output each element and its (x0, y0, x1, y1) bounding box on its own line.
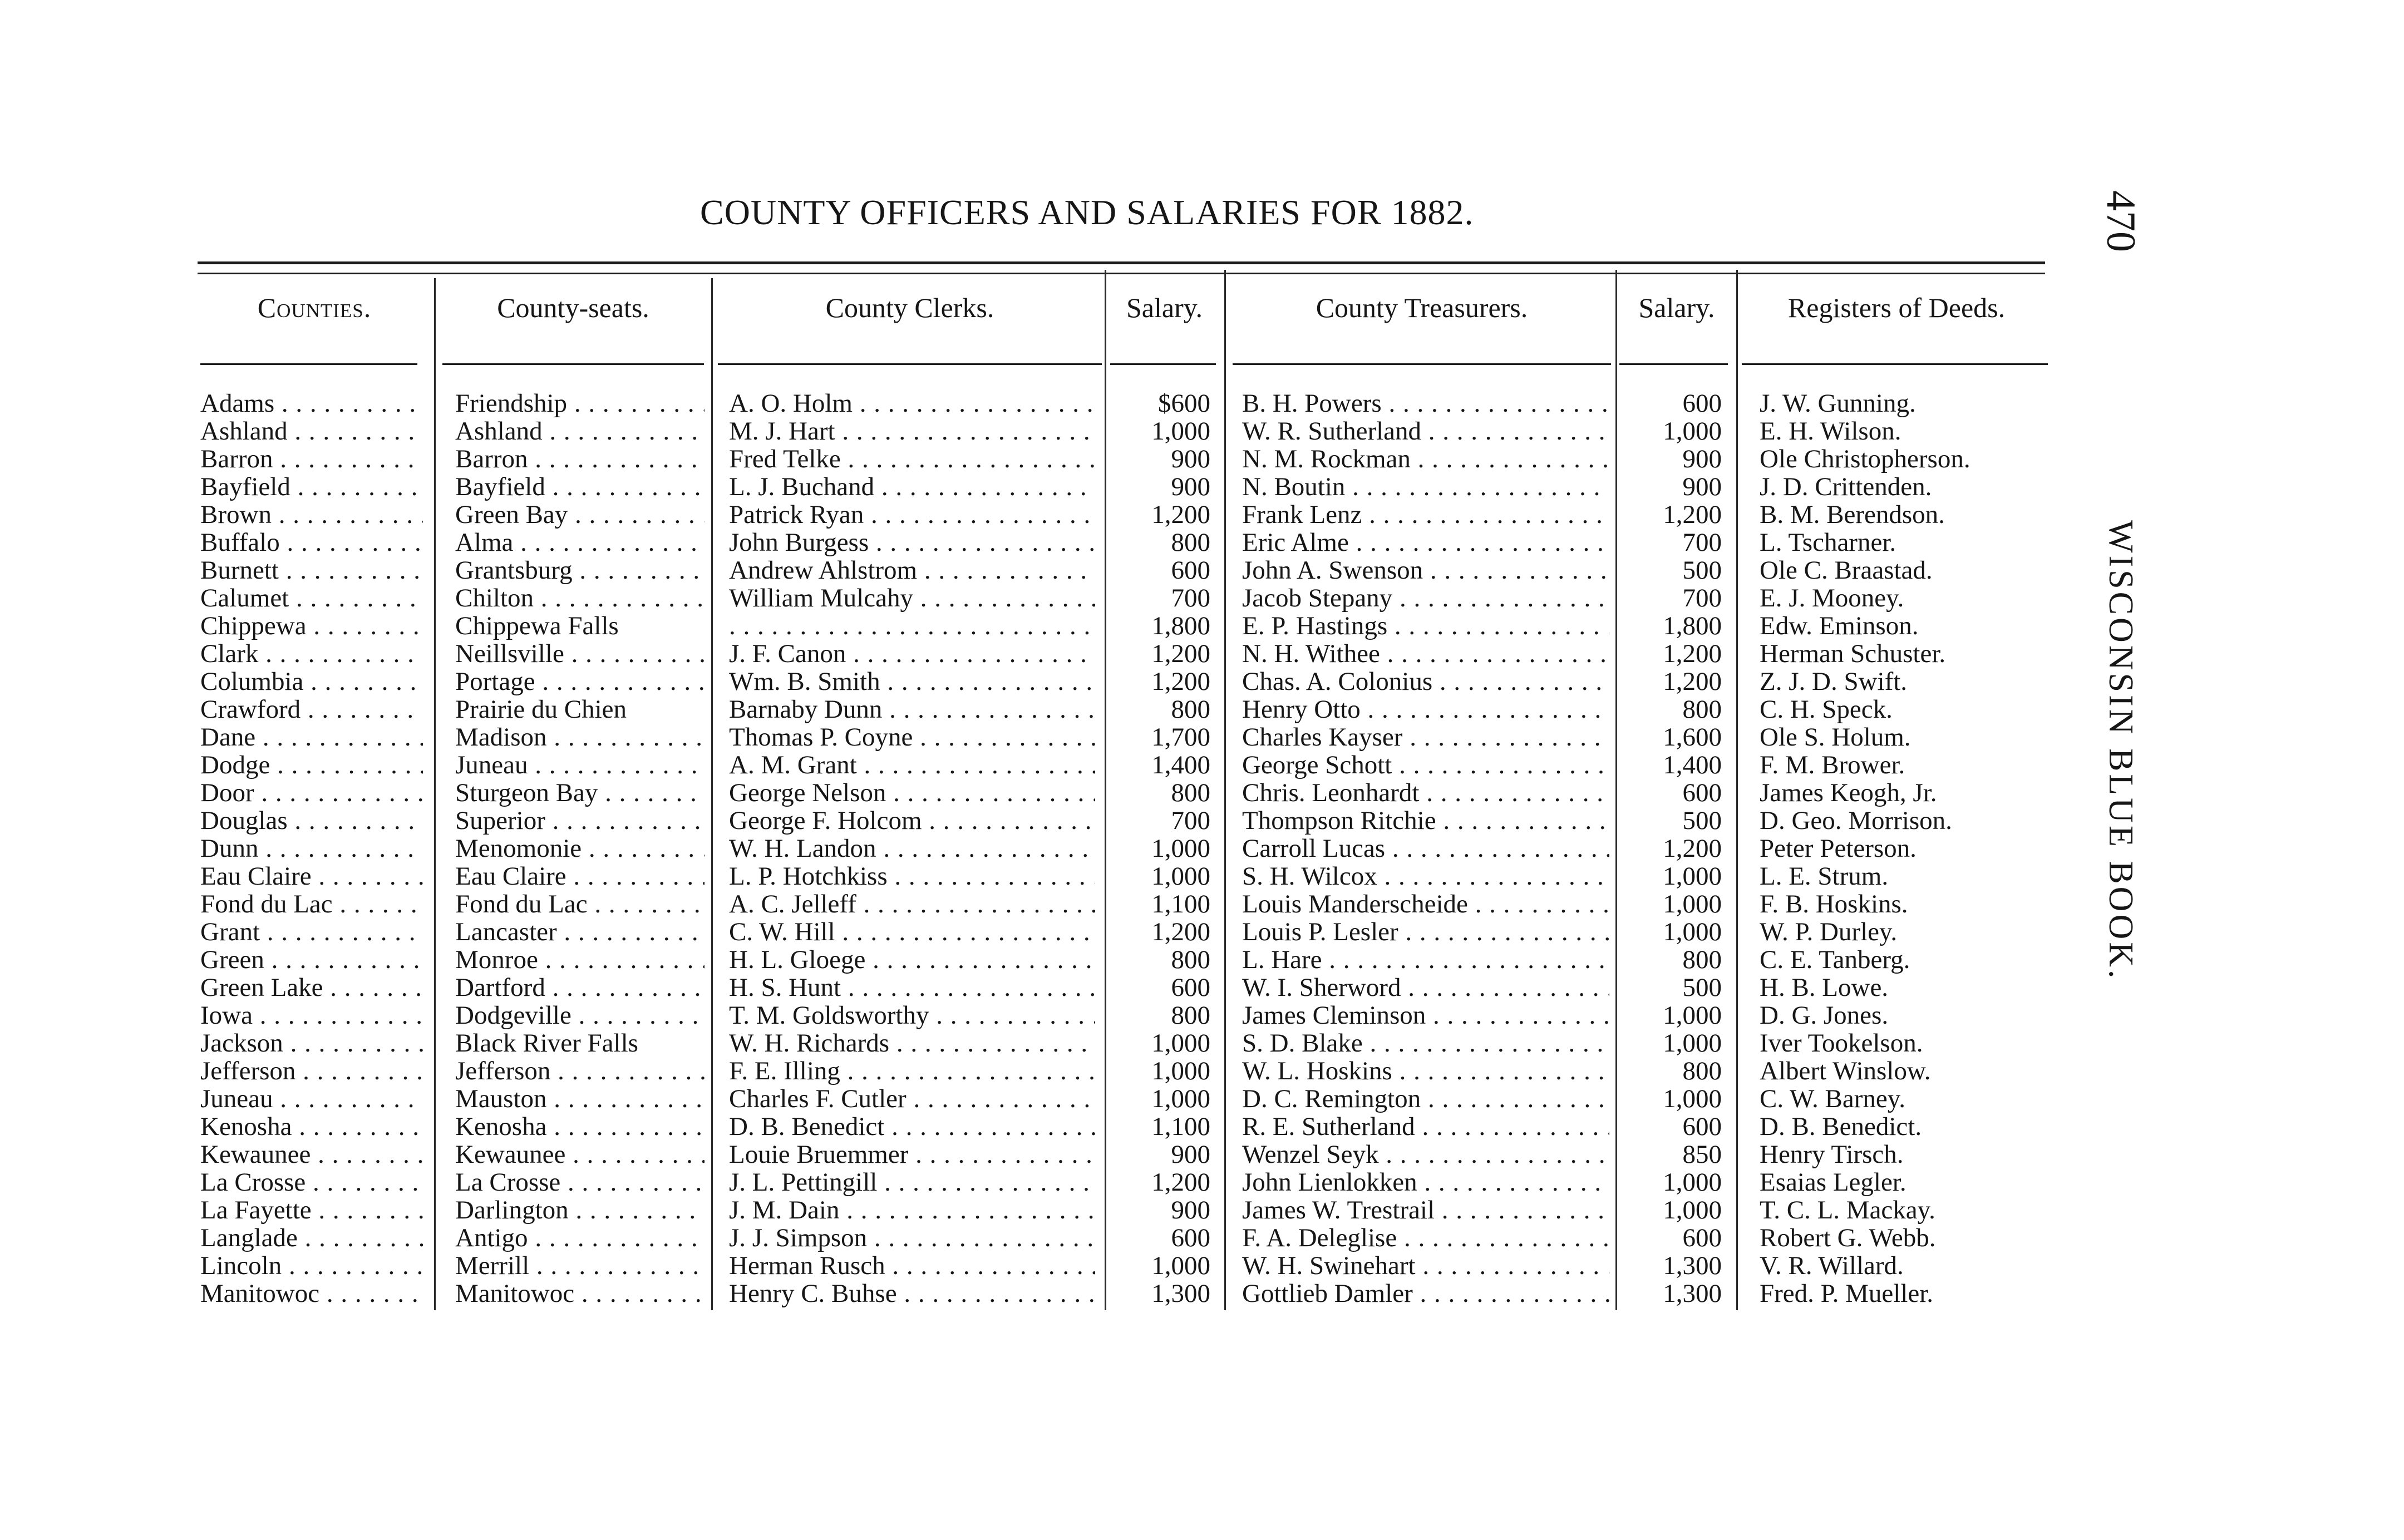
treasurer-salary: 1,200 (1663, 835, 1722, 862)
clerk-salary: 900 (1171, 445, 1210, 473)
county-seat: Sturgeon Bay . . . (455, 779, 705, 807)
register-of-deeds: Robert G. Webb. (1760, 1224, 1936, 1252)
clerk-salary: 1,000 (1151, 1029, 1210, 1057)
column-head-rule-2 (442, 363, 704, 365)
register-of-deeds: F. B. Hoskins. (1760, 890, 1908, 918)
county-clerk: J. L. Pettingill . . . (729, 1168, 1095, 1196)
treasurer-salary: 1,300 (1663, 1252, 1722, 1280)
county-treasurer: N. Boutin . . . (1242, 473, 1609, 501)
treasurer-salary: 500 (1682, 556, 1722, 584)
register-of-deeds: H. B. Lowe. (1760, 974, 1889, 1001)
county-seat: Chippewa Falls (455, 612, 619, 640)
clerk-salary: 600 (1171, 974, 1210, 1001)
county-name: Douglas . . . (200, 807, 423, 835)
treasurer-salary: 1,000 (1663, 918, 1722, 946)
table-row (0, 807, 2059, 835)
county-seat: Alma . . . (455, 529, 705, 556)
county-treasurer: James Cleminson . . . (1242, 1001, 1609, 1029)
clerk-salary: 900 (1171, 1141, 1210, 1168)
clerk-salary: 800 (1171, 1001, 1210, 1029)
county-name: Dunn . . . (200, 835, 423, 862)
county-clerk: F. E. Illing . . . (729, 1057, 1095, 1085)
county-treasurer: Charles Kayser . . . (1242, 723, 1609, 751)
table-row (0, 723, 2059, 751)
county-seat: Mauston . . . (455, 1085, 705, 1113)
register-of-deeds: Peter Peterson. (1760, 835, 1917, 862)
county-clerk: A. C. Jelleff . . . (729, 890, 1095, 918)
register-of-deeds: J. D. Crittenden. (1760, 473, 1932, 501)
clerk-salary: 1,000 (1151, 835, 1210, 862)
county-treasurer: Chas. A. Colonius . . . (1242, 668, 1609, 695)
county-seat: Menomonie . . . (455, 835, 705, 862)
county-treasurer: W. H. Swinehart . . . (1242, 1252, 1609, 1280)
page-title: COUNTY OFFICERS AND SALARIES FOR 1882. (700, 192, 1474, 232)
clerk-salary: 600 (1171, 1224, 1210, 1252)
county-treasurer: Chris. Leonhardt . . . (1242, 779, 1609, 807)
county-seat: Neillsville . . . (455, 640, 705, 668)
county-clerk: H. L. Gloege . . . (729, 946, 1095, 974)
clerk-salary: 1,800 (1151, 612, 1210, 640)
register-of-deeds: L. E. Strum. (1760, 862, 1889, 890)
register-of-deeds: C. W. Barney. (1760, 1085, 1905, 1113)
county-name: Bayfield . . . (200, 473, 423, 501)
table-row (0, 751, 2059, 779)
clerk-salary: 1,200 (1151, 918, 1210, 946)
county-clerk: Thomas P. Coyne . . . (729, 723, 1095, 751)
treasurer-salary: 1,000 (1663, 862, 1722, 890)
clerk-salary: 1,000 (1151, 417, 1210, 445)
county-seat: Ashland . . . (455, 417, 705, 445)
running-head: WISCONSIN BLUE BOOK. (2102, 520, 2140, 981)
county-treasurer: Louis P. Lesler . . . (1242, 918, 1609, 946)
county-clerk: Patrick Ryan . . . (729, 501, 1095, 529)
county-name: Burnett . . . (200, 556, 423, 584)
county-seat: Fond du Lac . . . (455, 890, 705, 918)
treasurer-salary: 1,000 (1663, 1001, 1722, 1029)
table-row (0, 584, 2059, 612)
county-name: Door . . . (200, 779, 423, 807)
treasurer-salary: 800 (1682, 946, 1722, 974)
county-name: Buffalo . . . (200, 529, 423, 556)
column-head-rule-6 (1619, 363, 1728, 365)
register-of-deeds: Ole Christopherson. (1760, 445, 1971, 473)
county-seat: La Crosse . . . (455, 1168, 705, 1196)
county-name: Kenosha . . . (200, 1113, 423, 1141)
treasurer-salary: 800 (1682, 1057, 1722, 1085)
register-of-deeds: Z. J. D. Swift. (1760, 668, 1908, 695)
table-row (0, 695, 2059, 723)
treasurer-salary: 1,000 (1663, 1029, 1722, 1057)
county-seat: Merrill . . . (455, 1252, 705, 1280)
treasurer-salary: 500 (1682, 807, 1722, 835)
table-row (0, 1057, 2059, 1085)
table-row (0, 1029, 2059, 1057)
county-treasurer: John A. Swenson . . . (1242, 556, 1609, 584)
column-head-rule-5 (1233, 363, 1611, 365)
county-clerk: H. S. Hunt . . . (729, 974, 1095, 1001)
clerk-salary: 1,000 (1151, 1252, 1210, 1280)
county-seat: Monroe . . . (455, 946, 705, 974)
register-of-deeds: D. Geo. Morrison. (1760, 807, 1952, 835)
column-head-rule-3 (718, 363, 1102, 365)
county-seat: Barron . . . (455, 445, 705, 473)
county-treasurer: Carroll Lucas . . . (1242, 835, 1609, 862)
county-seat: Prairie du Chien (455, 695, 627, 723)
register-of-deeds: D. B. Benedict. (1760, 1113, 1922, 1141)
treasurer-salary: 1,200 (1663, 501, 1722, 529)
county-clerk: George F. Holcom . . . (729, 807, 1095, 835)
treasurer-salary: 600 (1682, 779, 1722, 807)
column-head-rule-1 (200, 363, 417, 365)
county-name: Ashland . . . (200, 417, 423, 445)
county-name: Kewaunee . . . (200, 1141, 423, 1168)
county-treasurer: Henry Otto . . . (1242, 695, 1609, 723)
table-row (0, 1113, 2059, 1141)
clerk-salary: 800 (1171, 695, 1210, 723)
register-of-deeds: Edw. Eminson. (1760, 612, 1919, 640)
register-of-deeds: Henry Tirsch. (1760, 1141, 1904, 1168)
county-name: Dane . . . (200, 723, 423, 751)
treasurer-salary: 600 (1682, 1224, 1722, 1252)
treasurer-salary: 700 (1682, 529, 1722, 556)
table-row (0, 417, 2059, 445)
county-treasurer: Thompson Ritchie . . . (1242, 807, 1609, 835)
county-name: Calumet . . . (200, 584, 423, 612)
table-row (0, 1168, 2059, 1196)
clerk-salary: 900 (1171, 473, 1210, 501)
county-name: Barron . . . (200, 445, 423, 473)
county-treasurer: Frank Lenz . . . (1242, 501, 1609, 529)
county-name: Chippewa . . . (200, 612, 423, 640)
county-seat: Black River Falls (455, 1029, 638, 1057)
treasurer-salary: 1,200 (1663, 640, 1722, 668)
treasurer-salary: 900 (1682, 473, 1722, 501)
county-name: Juneau . . . (200, 1085, 423, 1113)
county-name: Adams . . . (200, 389, 423, 417)
county-treasurer: E. P. Hastings . . . (1242, 612, 1609, 640)
register-of-deeds: James Keogh, Jr. (1760, 779, 1937, 807)
register-of-deeds: Herman Schuster. (1760, 640, 1946, 668)
table-row (0, 445, 2059, 473)
county-treasurer: Louis Manderscheide . . . (1242, 890, 1609, 918)
county-name: Eau Claire . . . (200, 862, 423, 890)
treasurer-salary: 1,000 (1663, 1168, 1722, 1196)
county-name: Fond du Lac . . . (200, 890, 423, 918)
county-treasurer: W. R. Sutherland . . . (1242, 417, 1609, 445)
column-header-registers-of-deeds: Registers of Deeds. (1787, 292, 2006, 323)
register-of-deeds: Ole C. Braastad. (1760, 556, 1933, 584)
treasurer-salary: 800 (1682, 695, 1722, 723)
county-clerk: Henry C. Buhse . . . (729, 1280, 1095, 1307)
table-row (0, 556, 2059, 584)
table-row (0, 918, 2059, 946)
clerk-salary: 1,400 (1151, 751, 1210, 779)
treasurer-salary: 850 (1682, 1141, 1722, 1168)
register-of-deeds: V. R. Willard. (1760, 1252, 1904, 1280)
clerk-salary: 1,300 (1151, 1280, 1210, 1307)
table-row (0, 389, 2059, 417)
column-header-clerk-salary: Salary. (1126, 292, 1203, 323)
county-clerk: George Nelson . . . (729, 779, 1095, 807)
clerk-salary: 1,200 (1151, 640, 1210, 668)
column-header-treasurer-salary: Salary. (1638, 292, 1715, 323)
county-treasurer: Wenzel Seyk . . . (1242, 1141, 1609, 1168)
treasurer-salary: 1,300 (1663, 1280, 1722, 1307)
county-name: Langlade . . . (200, 1224, 423, 1252)
treasurer-salary: 1,800 (1663, 612, 1722, 640)
county-treasurer: Eric Alme . . . (1242, 529, 1609, 556)
treasurer-salary: 900 (1682, 445, 1722, 473)
county-treasurer: S. H. Wilcox . . . (1242, 862, 1609, 890)
county-clerk: William Mulcahy . . . (729, 584, 1095, 612)
county-treasurer: L. Hare . . . (1242, 946, 1609, 974)
county-seat: Manitowoc . . . (455, 1280, 705, 1307)
county-seat: Antigo . . . (455, 1224, 705, 1252)
header-rule-top (198, 261, 2045, 264)
county-seat: Chilton . . . (455, 584, 705, 612)
register-of-deeds: Ole S. Holum. (1760, 723, 1911, 751)
register-of-deeds: Fred. P. Mueller. (1760, 1280, 1934, 1307)
county-treasurer: S. D. Blake . . . (1242, 1029, 1609, 1057)
clerk-salary: 1,700 (1151, 723, 1210, 751)
table-row (0, 890, 2059, 918)
register-of-deeds: E. J. Mooney. (1760, 584, 1904, 612)
table-row (0, 1085, 2059, 1113)
table-row (0, 529, 2059, 556)
clerk-salary: 1,100 (1151, 1113, 1210, 1141)
county-clerk: C. W. Hill . . . (729, 918, 1095, 946)
county-clerk: M. J. Hart . . . (729, 417, 1095, 445)
county-seat: Darlington . . . (455, 1196, 705, 1224)
table-row (0, 779, 2059, 807)
clerk-salary: 900 (1171, 1196, 1210, 1224)
register-of-deeds: B. M. Berendson. (1760, 501, 1945, 529)
county-clerk: W. H. Landon . . . (729, 835, 1095, 862)
county-clerk: D. B. Benedict . . . (729, 1113, 1095, 1141)
register-of-deeds: J. W. Gunning. (1760, 389, 1916, 417)
county-name: Brown . . . (200, 501, 423, 529)
county-seat: Kewaunee . . . (455, 1141, 705, 1168)
county-clerk (729, 612, 1095, 640)
county-treasurer: George Schott . . . (1242, 751, 1609, 779)
county-seat: Dartford . . . (455, 974, 705, 1001)
clerk-salary: 600 (1171, 556, 1210, 584)
county-treasurer: Gottlieb Damler . . . (1242, 1280, 1609, 1307)
county-name: Iowa . . . (200, 1001, 423, 1029)
county-name: Manitowoc . . . (200, 1280, 423, 1307)
clerk-salary: 700 (1171, 584, 1210, 612)
county-name: Lincoln . . . (200, 1252, 423, 1280)
clerk-salary: 1,000 (1151, 1085, 1210, 1113)
column-header-counties: Counties. (257, 292, 372, 323)
table-row (0, 1252, 2059, 1280)
register-of-deeds: Iver Tookelson. (1760, 1029, 1923, 1057)
treasurer-salary: 1,000 (1663, 417, 1722, 445)
table-row (0, 473, 2059, 501)
county-clerk: T. M. Goldsworthy . . . (729, 1001, 1095, 1029)
county-clerk: Louie Bruemmer . . . (729, 1141, 1095, 1168)
county-name: Jefferson . . . (200, 1057, 423, 1085)
register-of-deeds: Albert Winslow. (1760, 1057, 1931, 1085)
county-clerk: W. H. Richards . . . (729, 1029, 1095, 1057)
county-clerk: J. M. Dain . . . (729, 1196, 1095, 1224)
county-seat: Jefferson . . . (455, 1057, 705, 1085)
county-treasurer: N. M. Rockman . . . (1242, 445, 1609, 473)
county-name: La Fayette . . . (200, 1196, 423, 1224)
register-of-deeds: L. Tscharner. (1760, 529, 1896, 556)
column-header-county-seats: County-seats. (497, 292, 649, 323)
page-number: 470 (2098, 190, 2144, 252)
register-of-deeds: Esaias Legler. (1760, 1168, 1907, 1196)
register-of-deeds: C. E. Tanberg. (1760, 946, 1910, 974)
county-name: La Crosse . . . (200, 1168, 423, 1196)
table-row (0, 1001, 2059, 1029)
county-seat: Friendship . . . (455, 389, 705, 417)
county-name: Green Lake . . . (200, 974, 423, 1001)
county-seat: Superior . . . (455, 807, 705, 835)
table-row (0, 974, 2059, 1001)
county-treasurer: B. H. Powers . . . (1242, 389, 1609, 417)
column-head-rule-7 (1742, 363, 2048, 365)
clerk-salary: 800 (1171, 779, 1210, 807)
county-seat: Lancaster . . . (455, 918, 705, 946)
county-treasurer: John Lienlokken . . . (1242, 1168, 1609, 1196)
county-seat: Green Bay . . . (455, 501, 705, 529)
treasurer-salary: 1,000 (1663, 890, 1722, 918)
register-of-deeds: W. P. Durley. (1760, 918, 1898, 946)
county-clerk: Barnaby Dunn . . . (729, 695, 1095, 723)
county-name: Grant . . . (200, 918, 423, 946)
county-seat: Dodgeville . . . (455, 1001, 705, 1029)
clerk-salary: 1,200 (1151, 1168, 1210, 1196)
treasurer-salary: 700 (1682, 584, 1722, 612)
county-seat: Portage . . . (455, 668, 705, 695)
county-clerk: Andrew Ahlstrom . . . (729, 556, 1095, 584)
county-name: Clark . . . (200, 640, 423, 668)
county-clerk: Wm. B. Smith . . . (729, 668, 1095, 695)
table-row (0, 1196, 2059, 1224)
county-clerk: A. M. Grant . . . (729, 751, 1095, 779)
county-seat: Eau Claire . . . (455, 862, 705, 890)
county-clerk: A. O. Holm . . . (729, 389, 1095, 417)
county-treasurer: Jacob Stepany . . . (1242, 584, 1609, 612)
county-name: Crawford . . . (200, 695, 423, 723)
register-of-deeds: D. G. Jones. (1760, 1001, 1889, 1029)
county-treasurer: F. A. Deleglise . . . (1242, 1224, 1609, 1252)
treasurer-salary: 1,400 (1663, 751, 1722, 779)
clerk-salary: 700 (1171, 807, 1210, 835)
county-clerk: John Burgess . . . (729, 529, 1095, 556)
header-rule-bottom (198, 273, 2045, 274)
column-header-county-clerks: County Clerks. (825, 292, 994, 323)
county-treasurer: W. L. Hoskins . . . (1242, 1057, 1609, 1085)
county-clerk: J. F. Canon . . . (729, 640, 1095, 668)
county-clerk: L. P. Hotchkiss . . . (729, 862, 1095, 890)
clerk-salary: $600 (1158, 389, 1210, 417)
county-clerk: Charles F. Cutler . . . (729, 1085, 1095, 1113)
clerk-salary: 1,000 (1151, 1057, 1210, 1085)
clerk-salary: 800 (1171, 946, 1210, 974)
column-head-rule-4 (1110, 363, 1216, 365)
county-treasurer: James W. Trestrail . . . (1242, 1196, 1609, 1224)
county-seat: Grantsburg . . . (455, 556, 705, 584)
county-name: Columbia . . . (200, 668, 423, 695)
table-row (0, 835, 2059, 862)
table-row (0, 1280, 2059, 1307)
register-of-deeds: E. H. Wilson. (1760, 417, 1901, 445)
county-seat: Kenosha . . . (455, 1113, 705, 1141)
treasurer-salary: 600 (1682, 1113, 1722, 1141)
treasurer-salary: 600 (1682, 389, 1722, 417)
county-treasurer: N. H. Withee . . . (1242, 640, 1609, 668)
treasurer-salary: 500 (1682, 974, 1722, 1001)
county-seat: Madison . . . (455, 723, 705, 751)
county-treasurer: R. E. Sutherland . . . (1242, 1113, 1609, 1141)
table-row (0, 501, 2059, 529)
county-treasurer: W. I. Sherword . . . (1242, 974, 1609, 1001)
treasurer-salary: 1,200 (1663, 668, 1722, 695)
table-row (0, 862, 2059, 890)
county-clerk: J. J. Simpson . . . (729, 1224, 1095, 1252)
county-clerk: L. J. Buchand . . . (729, 473, 1095, 501)
register-of-deeds: T. C. L. Mackay. (1760, 1196, 1935, 1224)
register-of-deeds: C. H. Speck. (1760, 695, 1893, 723)
table-row (0, 1224, 2059, 1252)
table-row (0, 612, 2059, 640)
table-row (0, 668, 2059, 695)
county-name: Green . . . (200, 946, 423, 974)
county-seat: Bayfield . . . (455, 473, 705, 501)
treasurer-salary: 1,000 (1663, 1196, 1722, 1224)
clerk-salary: 1,200 (1151, 668, 1210, 695)
clerk-salary: 1,200 (1151, 501, 1210, 529)
treasurer-salary: 1,600 (1663, 723, 1722, 751)
county-name: Dodge . . . (200, 751, 423, 779)
clerk-salary: 1,000 (1151, 862, 1210, 890)
treasurer-salary: 1,000 (1663, 1085, 1722, 1113)
clerk-salary: 800 (1171, 529, 1210, 556)
county-clerk: Fred Telke . . . (729, 445, 1095, 473)
county-name: Jackson . . . (200, 1029, 423, 1057)
table-row (0, 1141, 2059, 1168)
table-row (0, 640, 2059, 668)
clerk-salary: 1,100 (1151, 890, 1210, 918)
table-row (0, 946, 2059, 974)
column-header-county-treasurers: County Treasurers. (1316, 292, 1528, 323)
register-of-deeds: F. M. Brower. (1760, 751, 1905, 779)
county-seat: Juneau . . . (455, 751, 705, 779)
county-clerk: Herman Rusch . . . (729, 1252, 1095, 1280)
county-treasurer: D. C. Remington . . . (1242, 1085, 1609, 1113)
